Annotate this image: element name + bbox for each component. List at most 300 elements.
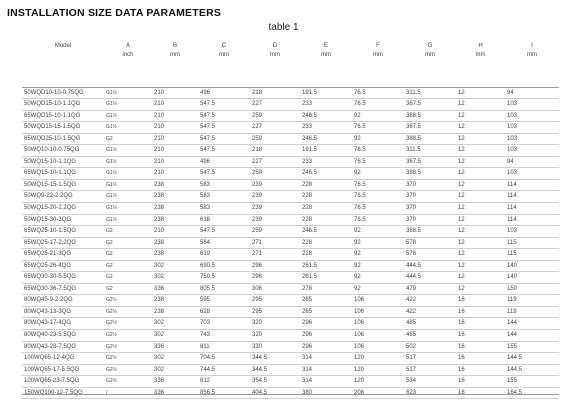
table-cell: 547.5 xyxy=(198,122,250,134)
table-cell: 344.5 xyxy=(250,353,300,365)
table-cell: 12 xyxy=(456,260,505,272)
table-cell: G1½ xyxy=(104,87,152,99)
table-row xyxy=(22,214,559,226)
table-cell: 12 xyxy=(456,249,505,261)
table-row xyxy=(22,87,559,99)
table-row xyxy=(22,133,559,145)
table-cell: 228 xyxy=(300,202,352,214)
table-cell: 246.5 xyxy=(300,226,352,238)
model-cell: 50WQ9-22-2.2QG xyxy=(22,191,104,203)
table-caption: table 1 xyxy=(268,22,299,33)
column-header-e: E mm xyxy=(300,42,352,87)
table-cell: 103 xyxy=(505,133,559,145)
table-cell: 296 xyxy=(300,341,352,353)
table-cell: 114 xyxy=(505,179,559,191)
table-cell: 238 xyxy=(152,179,198,191)
table-cell: 114 xyxy=(505,202,559,214)
table-cell: 16 xyxy=(456,364,505,376)
table-cell: 261.5 xyxy=(300,272,352,284)
table-row xyxy=(22,179,559,191)
table-cell: 336 xyxy=(152,283,198,295)
table-cell: 502 xyxy=(404,341,456,353)
table-cell: 155 xyxy=(505,341,559,353)
table-cell: 336 xyxy=(152,376,198,388)
table-cell: 210 xyxy=(152,168,198,180)
table-cell: 336 xyxy=(152,387,198,399)
table-cell: 228 xyxy=(300,191,352,203)
table-row xyxy=(22,283,559,295)
table-cell: 228 xyxy=(300,249,352,261)
column-header-b: B mm xyxy=(152,42,198,87)
table-cell: 750.5 xyxy=(198,272,250,284)
table-cell: G2½ xyxy=(104,364,152,376)
table-cell: 210 xyxy=(152,87,198,99)
table-cell: 388.5 xyxy=(404,168,456,180)
table-row xyxy=(22,295,559,307)
table-cell: 367.5 xyxy=(404,156,456,168)
table-cell: 259 xyxy=(250,110,300,122)
table-cell: 271 xyxy=(250,249,300,261)
table-cell: 259 xyxy=(250,226,300,238)
table-cell: 259 xyxy=(250,168,300,180)
table-cell: 144.5 xyxy=(505,353,559,365)
table-cell: 76.5 xyxy=(352,87,404,99)
table-cell: 320 xyxy=(250,329,300,341)
table-cell: 278 xyxy=(300,283,352,295)
model-cell: 100WQ65-23-7.5QG xyxy=(22,376,104,388)
table-row xyxy=(22,341,559,353)
table-cell: 191.5 xyxy=(300,145,352,157)
model-cell: 50WQ15-30-3QG xyxy=(22,214,104,226)
table-cell: G1½ xyxy=(104,214,152,226)
table-cell: 259 xyxy=(250,133,300,145)
table-cell: 92 xyxy=(352,133,404,145)
table-cell: 370 xyxy=(404,202,456,214)
table-cell: 744.5 xyxy=(198,364,250,376)
table-cell: 344.5 xyxy=(250,364,300,376)
table-cell: 210 xyxy=(152,156,198,168)
table-row xyxy=(22,260,559,272)
table-cell: 496 xyxy=(198,87,250,99)
table-cell: G2 xyxy=(104,237,152,249)
column-header-h: H mm xyxy=(456,42,505,87)
table-cell: G2½ xyxy=(104,353,152,365)
table-cell: 103 xyxy=(505,168,559,180)
table-cell: 302 xyxy=(152,318,198,330)
table-cell: 311.5 xyxy=(404,87,456,99)
table-cell: 12 xyxy=(456,202,505,214)
table-cell: 12 xyxy=(456,168,505,180)
table-cell: G2½ xyxy=(104,329,152,341)
table-cell: 370 xyxy=(404,214,456,226)
table-cell: 238 xyxy=(152,191,198,203)
table-cell: 422 xyxy=(404,306,456,318)
table-cell: 246.5 xyxy=(300,168,352,180)
model-cell: 80WQ43-13-3QG xyxy=(22,306,104,318)
table-cell: 120 xyxy=(352,376,404,388)
table-cell: 367.5 xyxy=(404,99,456,111)
table-cell: 92 xyxy=(352,272,404,284)
table-cell: 103 xyxy=(505,145,559,157)
table-cell: G2½ xyxy=(104,341,152,353)
table-cell: 12 xyxy=(456,145,505,157)
table-cell: 16 xyxy=(456,376,505,388)
table-cell: 191.5 xyxy=(300,87,352,99)
table-cell: 92 xyxy=(352,283,404,295)
table-cell: 16 xyxy=(456,353,505,365)
model-cell: 50WQ15-10-1.1QG xyxy=(22,156,104,168)
table-row xyxy=(22,145,559,157)
table-cell: 103 xyxy=(505,99,559,111)
table-cell: 485 xyxy=(404,329,456,341)
table-cell: G2 xyxy=(104,249,152,261)
table-cell: 12 xyxy=(456,237,505,249)
table-cell: 228 xyxy=(300,179,352,191)
table-cell: 534 xyxy=(404,376,456,388)
table-cell: 261.5 xyxy=(300,260,352,272)
table-cell: 239 xyxy=(250,202,300,214)
column-header-c: C mm xyxy=(198,42,250,87)
table-cell: 302 xyxy=(152,353,198,365)
table-cell: 743 xyxy=(198,329,250,341)
model-cell: 100WQ65-17-5.5QG xyxy=(22,364,104,376)
table-cell: 380 xyxy=(300,387,352,399)
column-header-model: Model xyxy=(22,42,104,87)
table-cell: 210 xyxy=(152,122,198,134)
table-cell: 311.5 xyxy=(404,145,456,157)
table-cell: 233 xyxy=(300,156,352,168)
installation-size-table xyxy=(22,42,559,399)
table-row xyxy=(22,387,559,399)
model-cell: 65WQD25-10-1.5QG xyxy=(22,133,104,145)
table-cell: 103 xyxy=(505,122,559,134)
table-cell: 314 xyxy=(300,364,352,376)
column-header-i: I mm xyxy=(505,42,559,87)
table-cell: 370 xyxy=(404,179,456,191)
table-cell: G2 xyxy=(104,133,152,145)
column-header-d: D mm xyxy=(250,42,300,87)
model-cell: 80WQ43-17-4QG xyxy=(22,318,104,330)
table-cell: 856.5 xyxy=(198,387,250,399)
table-cell: 119 xyxy=(505,306,559,318)
table-cell: 422 xyxy=(404,295,456,307)
table-cell: 76.5 xyxy=(352,214,404,226)
table-cell: 76.5 xyxy=(352,191,404,203)
table-cell: 388.5 xyxy=(404,110,456,122)
table-cell: 690.5 xyxy=(198,260,250,272)
table-cell: 12 xyxy=(456,179,505,191)
table-row xyxy=(22,306,559,318)
table-cell: 16 xyxy=(456,387,505,399)
table-cell: 238 xyxy=(152,249,198,261)
table-cell: G1½ xyxy=(104,202,152,214)
model-cell: 150WQ100-12-7.5QG xyxy=(22,387,104,399)
table-row xyxy=(22,353,559,365)
table-cell: 805.5 xyxy=(198,283,250,295)
table-cell: 227 xyxy=(250,156,300,168)
table-cell: 239 xyxy=(250,191,300,203)
table-cell: 12 xyxy=(456,156,505,168)
table-cell: 150 xyxy=(505,283,559,295)
table-cell: 583 xyxy=(198,179,250,191)
column-header-f: F mm xyxy=(352,42,404,87)
table-cell: 155 xyxy=(505,376,559,388)
model-cell: 65WQ25-21-3QG xyxy=(22,249,104,261)
table-cell: 320 xyxy=(250,318,300,330)
table-cell: G1½ xyxy=(104,122,152,134)
table-cell: 517 xyxy=(404,353,456,365)
table-cell: 246.5 xyxy=(300,133,352,145)
table-cell: 76.5 xyxy=(352,202,404,214)
table-cell: 120 xyxy=(352,364,404,376)
table-cell: G1½ xyxy=(104,145,152,157)
table-cell: 595 xyxy=(198,295,250,307)
model-cell: 65WQ15-10-1.1QG xyxy=(22,168,104,180)
table-cell: 76.5 xyxy=(352,179,404,191)
model-cell: 65WQ30-36-7.5QG xyxy=(22,283,104,295)
table-cell: 271 xyxy=(250,237,300,249)
table-cell: 584 xyxy=(198,237,250,249)
table-cell: 210 xyxy=(152,133,198,145)
model-cell: 65WQ25-10-1.5QG xyxy=(22,226,104,238)
table-cell: 115 xyxy=(505,249,559,261)
table-cell: 92 xyxy=(352,110,404,122)
page-title: INSTALLATION SIZE DATA PARAMETERS xyxy=(7,7,222,19)
table-cell: 239 xyxy=(250,214,300,226)
table-cell: 238 xyxy=(152,306,198,318)
table-cell: 547.5 xyxy=(198,133,250,145)
table-cell: 119 xyxy=(505,295,559,307)
table-cell: 444.5 xyxy=(404,272,456,284)
table-cell: 16 xyxy=(456,329,505,341)
table-cell: 295 xyxy=(250,306,300,318)
table-cell: 703 xyxy=(198,318,250,330)
table-cell: G2 xyxy=(104,260,152,272)
table-cell: 208 xyxy=(352,387,404,399)
table-cell: 12 xyxy=(456,133,505,145)
table-cell: G1½ xyxy=(104,99,152,111)
table-cell: 106 xyxy=(352,329,404,341)
model-cell: 50WQ15-15-1.5QG xyxy=(22,179,104,191)
column-header-g: G mm xyxy=(404,42,456,87)
table-cell: G1½ xyxy=(104,179,152,191)
table-cell: 210 xyxy=(152,145,198,157)
table-cell: 623 xyxy=(404,387,456,399)
table-cell: 106 xyxy=(352,318,404,330)
table-row xyxy=(22,237,559,249)
table-cell: 296 xyxy=(300,318,352,330)
table-cell: 16 xyxy=(456,306,505,318)
table-cell: 76.5 xyxy=(352,122,404,134)
table-body xyxy=(22,87,559,399)
table-cell: 265 xyxy=(300,306,352,318)
table-cell: 144.5 xyxy=(505,364,559,376)
table-cell: 12 xyxy=(456,191,505,203)
table-cell: 228 xyxy=(300,214,352,226)
table-cell: 812 xyxy=(198,376,250,388)
table-cell: 336 xyxy=(152,341,198,353)
table-row xyxy=(22,329,559,341)
table-cell: 388.5 xyxy=(404,226,456,238)
table-cell: 140 xyxy=(505,272,559,284)
table-cell: 144 xyxy=(505,318,559,330)
table-cell: 517 xyxy=(404,364,456,376)
model-cell: 50WQD10-10-0.75QG xyxy=(22,87,104,99)
table-cell: 238 xyxy=(152,237,198,249)
table-cell: 103 xyxy=(505,110,559,122)
table-cell: 12 xyxy=(456,87,505,99)
column-header-a: A inch xyxy=(104,42,152,87)
table-cell: 218 xyxy=(250,87,300,99)
table-cell: 92 xyxy=(352,226,404,238)
table-cell: 228 xyxy=(300,237,352,249)
table-cell: 547.5 xyxy=(198,110,250,122)
table-cell: 296 xyxy=(300,329,352,341)
table-cell: 144 xyxy=(505,329,559,341)
table-cell: G1½ xyxy=(104,168,152,180)
table-cell: 618 xyxy=(198,214,250,226)
model-cell: 80WQ45-9-2.2QG xyxy=(22,295,104,307)
table-cell: G1½ xyxy=(104,156,152,168)
model-cell: 80WQ40-23-5.5QG xyxy=(22,329,104,341)
table-cell: 583 xyxy=(198,191,250,203)
model-cell: 80WQ43-28-7.5QG xyxy=(22,341,104,353)
table-cell: 314 xyxy=(300,376,352,388)
table-cell: 12 xyxy=(456,226,505,238)
table-row xyxy=(22,376,559,388)
table-cell: G2 xyxy=(104,226,152,238)
table-cell: 12 xyxy=(456,272,505,284)
table-cell: 704.5 xyxy=(198,353,250,365)
table-row xyxy=(22,249,559,261)
table-cell: G1½ xyxy=(104,110,152,122)
table-cell: 16 xyxy=(456,318,505,330)
table-cell: 106 xyxy=(352,341,404,353)
table-cell: 210 xyxy=(152,99,198,111)
table-cell: 444.5 xyxy=(404,260,456,272)
table-cell: G2½ xyxy=(104,306,152,318)
table-cell: 265 xyxy=(300,295,352,307)
table-cell: 388.5 xyxy=(404,133,456,145)
table-row xyxy=(22,318,559,330)
table-cell: 547.5 xyxy=(198,168,250,180)
table-row xyxy=(22,202,559,214)
table-cell: 233 xyxy=(300,122,352,134)
table-cell: 233 xyxy=(300,99,352,111)
table-cell: 296 xyxy=(250,260,300,272)
table-cell: 547.5 xyxy=(198,99,250,111)
model-cell: 50WQD15-15-1.5QG xyxy=(22,122,104,134)
table-cell: 238 xyxy=(152,202,198,214)
table-cell: 296 xyxy=(250,272,300,284)
table-cell: 330 xyxy=(250,341,300,353)
table-cell: 12 xyxy=(456,99,505,111)
table-cell: 114 xyxy=(505,214,559,226)
model-cell: 50WQ10-10-0.75QG xyxy=(22,145,104,157)
table-cell: 578 xyxy=(404,237,456,249)
model-cell: 100WQ65-12-4QG xyxy=(22,353,104,365)
table-cell: G2½ xyxy=(104,295,152,307)
table-cell: 12 xyxy=(456,283,505,295)
table-cell: 314 xyxy=(300,353,352,365)
table-cell: 92 xyxy=(352,249,404,261)
table-cell: 547.5 xyxy=(198,145,250,157)
table-cell: 210 xyxy=(152,226,198,238)
table-cell: 92 xyxy=(352,168,404,180)
table-cell: 120 xyxy=(352,353,404,365)
table-cell: 302 xyxy=(152,364,198,376)
table-cell: 164.5 xyxy=(505,387,559,399)
table-cell: 239 xyxy=(250,179,300,191)
table-cell: 12 xyxy=(456,214,505,226)
table-cell: 619 xyxy=(198,249,250,261)
table-row xyxy=(22,226,559,238)
table-cell: 578 xyxy=(404,249,456,261)
table-cell: 12 xyxy=(456,110,505,122)
table-cell: 140 xyxy=(505,260,559,272)
table-cell: 306 xyxy=(250,283,300,295)
table-cell: 404.5 xyxy=(250,387,300,399)
table-row xyxy=(22,364,559,376)
table-cell: 496 xyxy=(198,156,250,168)
table-cell: 76.5 xyxy=(352,145,404,157)
table-cell: 94 xyxy=(505,156,559,168)
table-cell: 103 xyxy=(505,226,559,238)
table-cell: 16 xyxy=(456,295,505,307)
table-cell: G2 xyxy=(104,283,152,295)
table-cell: 76.5 xyxy=(352,156,404,168)
table-cell: 811 xyxy=(198,341,250,353)
model-cell: 50WQD15-10-1.1QG xyxy=(22,99,104,111)
table-cell: 479 xyxy=(404,283,456,295)
table-cell: G2½ xyxy=(104,376,152,388)
table-cell: 227 xyxy=(250,122,300,134)
table-cell: 583 xyxy=(198,202,250,214)
model-cell: 65WQD15-10-1.1QG xyxy=(22,110,104,122)
table-cell: 115 xyxy=(505,237,559,249)
model-cell: 65WQ25-17-2.2QG xyxy=(22,237,104,249)
table-cell: 106 xyxy=(352,295,404,307)
model-cell: 65WQ25-26-4QG xyxy=(22,260,104,272)
table-cell: 218 xyxy=(250,145,300,157)
table-cell: 227 xyxy=(250,99,300,111)
table-row xyxy=(22,191,559,203)
header-row xyxy=(22,42,559,87)
table-row xyxy=(22,272,559,284)
table-cell: G2 xyxy=(104,272,152,284)
table-cell: 370 xyxy=(404,191,456,203)
table-cell: 12 xyxy=(456,122,505,134)
table-cell: G1½ xyxy=(104,191,152,203)
table-cell: 246.5 xyxy=(300,110,352,122)
table-cell: 238 xyxy=(152,214,198,226)
table-cell: 114 xyxy=(505,191,559,203)
table-row xyxy=(22,168,559,180)
table-row xyxy=(22,156,559,168)
table-cell: 547.5 xyxy=(198,226,250,238)
table-cell: 210 xyxy=(152,110,198,122)
table-cell: / xyxy=(104,387,152,399)
table-cell: G2½ xyxy=(104,318,152,330)
table-row xyxy=(22,99,559,111)
table-cell: 295 xyxy=(250,295,300,307)
table-cell: 94 xyxy=(505,87,559,99)
table-cell: 302 xyxy=(152,329,198,341)
table-cell: 354.5 xyxy=(250,376,300,388)
table-row xyxy=(22,110,559,122)
table-cell: 106 xyxy=(352,306,404,318)
model-cell: 50WQ15-20-2.2QG xyxy=(22,202,104,214)
